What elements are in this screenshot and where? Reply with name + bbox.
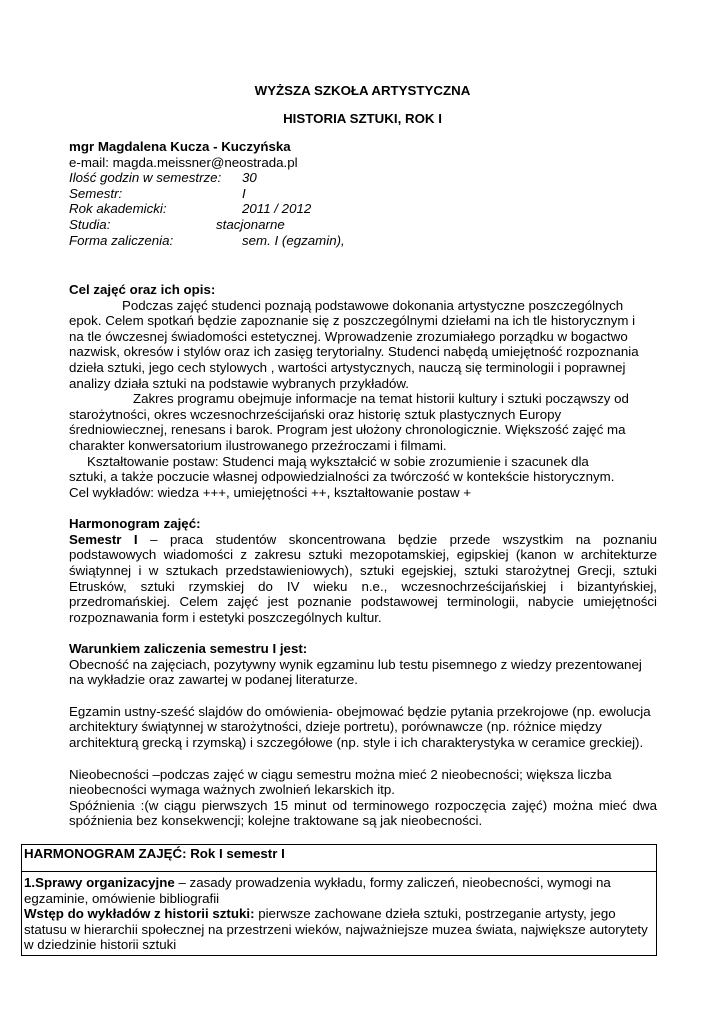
schedule-section: [69, 516, 657, 626]
conditions-line: na wykładzie oraz zawartej w podanej literaturze.: [69, 672, 358, 688]
table-item2-line: statusu w hierarchii społecznej na przestrzeni wieków, najważniejsze muzea świata, największe autorytety: [24, 921, 648, 937]
schedule-paragraph: [69, 532, 657, 626]
exam-line: Egzamin ustny-sześć slajdów do omówienia- obejmować będzie pytania przekrojowe (np. ewolucja: [69, 703, 651, 719]
goals-p2-line: charakter konwersatorium ilustrowanego przeźroczami i filmami.: [69, 437, 447, 453]
goals-p1-line: epok. Celem spotkań będzie zapoznanie się z poszczególnymi dziełami na ich tle historycznym i: [69, 313, 636, 329]
semester-row: [69, 186, 657, 202]
goals-p1-line: na tle ówczesnej świadomości estetycznej. Wprowadzenie zrozumiałego porządku w bogactwo: [69, 328, 628, 344]
form-value: sem. I (egzamin),: [242, 232, 345, 248]
goals-p1-line: nazwisk, okresów i stylów oraz ich zasięg terytorialny. Studenci nabędą umiejętność rozpoznania: [69, 344, 639, 360]
goals-p2-line: średniowiecznej, renesans i barok. Program jest ułożony chronologicznie. Większość zajęć ma: [69, 422, 626, 438]
schedule-text: – praca studentów skoncentrowana będzie przede wszystkim na poznaniu podstawowych wiadomości z zakresu sztuki mezopotamskiej, egipskiej (kanon w architekturze świątynnej i w sztukach przedstawieniowych), sztuki egejskiej, sztuki starożytnej Grecji, sztuki Etrusków, sztuki rzymskiej do IV wieku n.e., wczesnochrześcijańskiej i bizantyńskiej, przedromańskiej. Celem zajęć jest poznanie podstawowej terminologii, nabycie umiejętności rozpoznawania form i estetyki poszczególnych kultur.: [69, 531, 657, 626]
lateness-paragraph: Spóźnienia :(w ciągu pierwszych 15 minut od terminowego rozpoczęcia zajęć) można mieć dwa spóźnienia bez konsekwencji; kolejne traktowane są jak nieobecności.: [69, 797, 657, 829]
school-title: WYŻSZA SZKOŁA ARTYSTYCZNA: [254, 83, 471, 98]
form-row: [69, 233, 657, 249]
absence-line: Nieobecności –podczas zajęć w ciągu semestru można mieć 2 nieobecności; większa liczba: [69, 766, 612, 782]
goals-p3-line: sztuki, a także poczucie własnej odpowiedzialności za twórczość w kontekście historycznym.: [69, 469, 615, 485]
schedule-table: [21, 844, 657, 956]
hours-value: 30: [242, 170, 257, 186]
lecturer-email: e-mail: magda.meissner@neostrada.pl: [69, 154, 298, 170]
goals-p2-first: Zakres programu obejmuje informacje na temat historii kultury i sztuki począwszy od: [133, 391, 629, 407]
lecturer-name: mgr Magdalena Kucza - Kuczyńska: [69, 139, 291, 154]
goals-p1-line: dzieła sztuki, jego cech stylowych , wartości artystycznych, nauczą się terminologii i poprawnej: [69, 359, 626, 375]
goals-heading: Cel zajęć oraz ich opis:: [69, 282, 216, 297]
goals-p1-first: Podczas zajęć studenci poznają podstawowe dokonania artystyczne poszczególnych: [122, 297, 624, 313]
goals-p3-line: Cel wykładów: wiedza +++, umiejętności ++, kształtowanie postaw +: [69, 484, 472, 500]
course-title: HISTORIA SZTUKI, ROK I: [283, 111, 442, 126]
goals-p1-line: analizy działa sztuki na podstawie wybranych przykładów.: [69, 375, 409, 391]
table-item2-label: Wstęp do wykładów z historii sztuki:: [24, 906, 255, 922]
studies-value: stacjonarne: [216, 216, 285, 232]
table-item2-first: [24, 906, 654, 922]
course-info: [69, 139, 657, 248]
table-title: HARMONOGRAM ZAJĘĆ: Rok I semestr I: [24, 846, 285, 861]
exam-line: architekturą grecką i rzymską) i szczegółowe (np. style i ich charakterystyka w ceramice greckiej).: [69, 734, 644, 750]
goals-section: [69, 282, 657, 500]
studies-row: [69, 217, 657, 233]
table-item1-line: egzaminie, omówienie bibliografii: [24, 890, 220, 906]
table-item1-text: – zasady prowadzenia wykładu, formy zaliczeń, nieobecności, wymogi na: [174, 875, 611, 890]
absence-line: nieobecności wymaga ważnych zwolnień lekarskich itp.: [69, 782, 395, 798]
goals-p3-first: Kształtowanie postaw: Studenci mają wykształcić w sobie zrozumienie i szacunek dla: [87, 453, 589, 469]
year-row: [69, 201, 657, 217]
table-item1-label: 1.Sprawy organizacyjne: [24, 875, 175, 890]
table-item2-line: w dziedzinie historii sztuki: [24, 937, 177, 953]
schedule-heading: Harmonogram zajęć:: [69, 516, 201, 531]
conditions-heading: Warunkiem zaliczenia semestru I jest:: [69, 641, 308, 656]
conditions-line: Obecność na zajęciach, pozytywny wynik egzaminu lub testu pisemnego z wiedzy prezentowanej: [69, 656, 642, 672]
table-item2-text: pierwsze zachowane dzieła sztuki, postrzeganie artysty, jego: [254, 906, 616, 922]
hours-label: Ilość godzin w semestrze:: [69, 170, 222, 186]
semester-label: Semestr:: [69, 185, 123, 201]
form-label: Forma zaliczenia:: [69, 232, 174, 248]
semester-value: I: [242, 185, 246, 201]
exam-line: architektury świątynnej w starożytności, dzieje portretu), porównawcze (np. różnice między: [69, 719, 602, 735]
hours-row: [69, 170, 657, 186]
year-label: Rok akademicki:: [69, 201, 167, 217]
goals-p2-line: starożytności, okres wczesnochrześcijański oraz historię sztuk plastycznych Europy: [69, 406, 562, 422]
table-row: [22, 871, 656, 955]
schedule-semester-label: Semestr I: [69, 531, 138, 547]
conditions-section: [69, 641, 657, 829]
studies-label: Studia:: [69, 216, 111, 232]
table-item1-first: [24, 875, 654, 891]
year-value: 2011 / 2012: [242, 201, 312, 217]
